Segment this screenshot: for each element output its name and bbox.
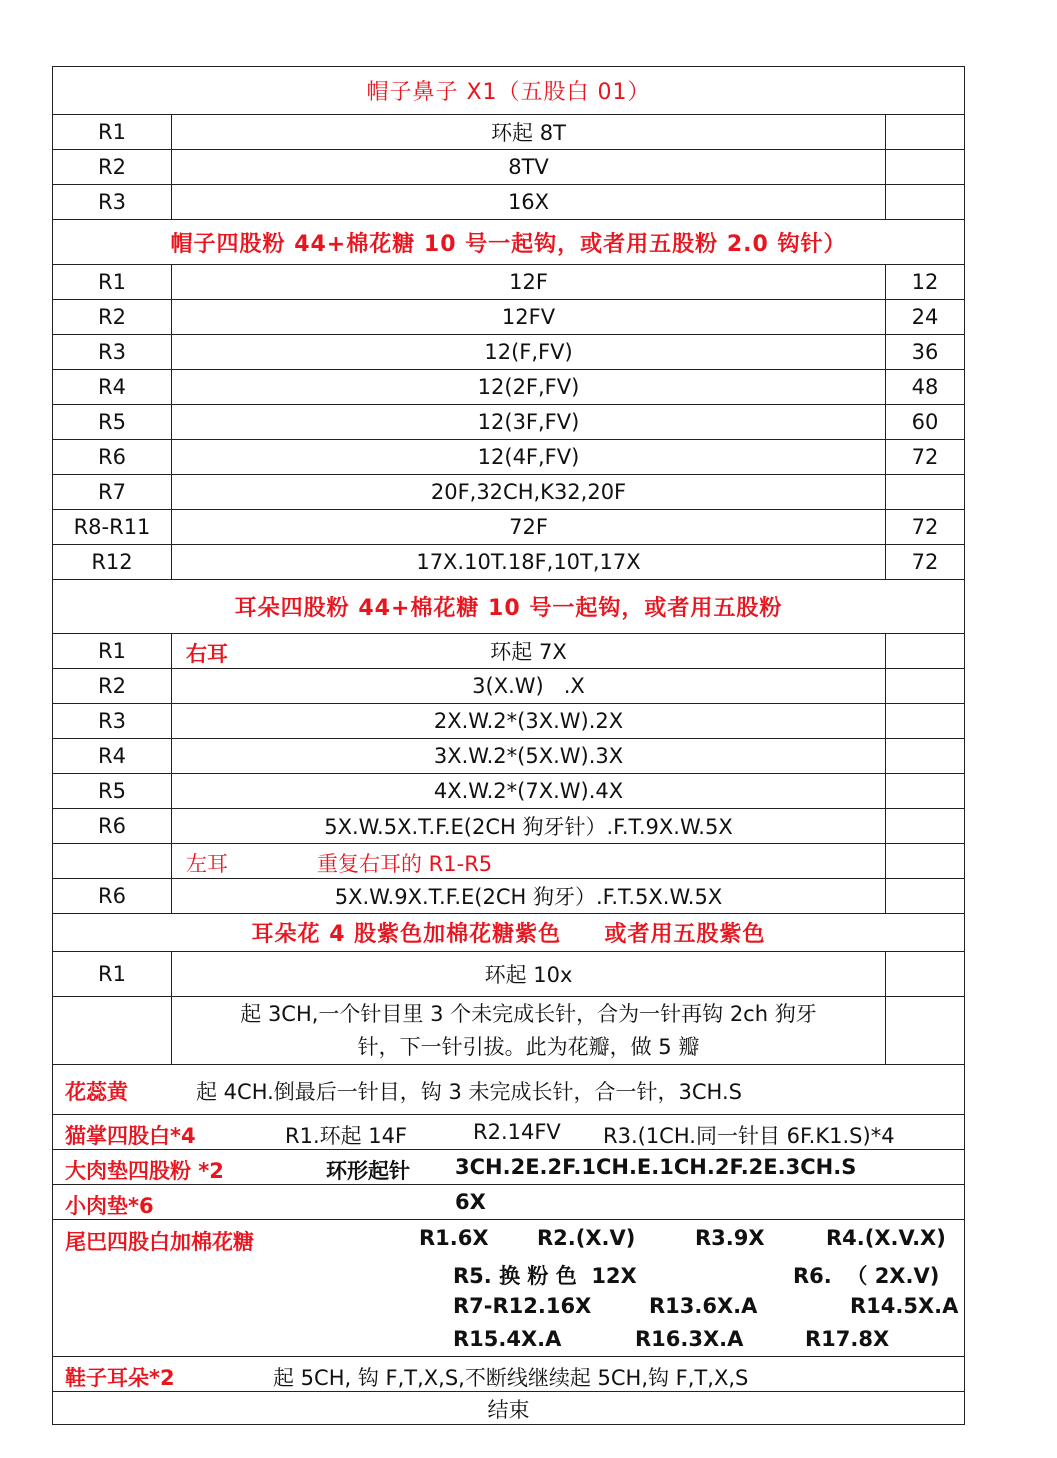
round-label: R2 [53,669,172,703]
table-row [53,544,964,579]
small-pad-text: 6X [455,1190,486,1214]
round-label: R3 [53,185,172,219]
round-label: R3 [53,335,172,369]
round-label: R1 [53,952,172,996]
pattern-text: 环起 8T [172,115,886,149]
table-row [53,808,964,843]
pattern-text [172,844,886,878]
left-ear-text: 重复右耳的 R1-R5 [317,852,493,876]
table-row [53,509,964,544]
stitch-count [886,185,964,219]
table-row [53,149,964,184]
paw-r3: R3.(1CH.同一针目 6F.K1.S)*4 [603,1124,895,1148]
pattern-text: 环起 7X [172,634,886,668]
big-pad-label: 大肉垫四股粉 *2 [65,1159,224,1183]
pattern-text: 2X.W.2*(3X.W).2X [172,704,886,738]
pattern-text: 12F [172,265,886,299]
table-row [53,738,964,773]
pattern-text: 20F,32CH,K32,20F [172,475,886,509]
stitch-count: 12 [911,270,939,294]
tail-r2: R2.(X.V) [537,1226,636,1250]
pattern-text: 12(3F,FV) [172,405,886,439]
stitch-count [886,879,964,913]
stitch-count: 72 [911,445,939,469]
round-label: R6 [53,809,172,843]
stitch-count: 24 [911,305,939,329]
stitch-count [886,150,964,184]
tail-r13: R13.6X.A [649,1294,758,1318]
table-row [53,843,964,878]
section-header-row [53,913,964,951]
stitch-count: 48 [911,375,939,399]
table-row [53,369,964,404]
table-row [53,773,964,808]
round-label: R2 [53,300,172,334]
page-title: 帽子鼻子 X1（五股白 01） [366,80,651,105]
tail-r6: R6. （ 2X.V) [793,1264,940,1288]
round-label: R6 [53,440,172,474]
round-label: R2 [53,150,172,184]
round-label [53,997,172,1064]
paw-row [53,1114,964,1149]
big-pad-text2: 3CH.2E.2F.1CH.E.1CH.2F.2E.3CH.S [455,1155,857,1179]
petal-line-2: 针，下一针引拔。此为花瓣，做 5 瓣 [357,1034,700,1059]
table-row [53,474,964,509]
tail-r16: R16.3X.A [635,1327,744,1351]
round-label: R1 [53,115,172,149]
small-pad-row [53,1184,964,1219]
tail-row [53,1219,964,1356]
tail-r17: R17.8X [805,1327,890,1351]
stitch-count [886,774,964,808]
stitch-count [886,115,964,149]
pattern-text: 8TV [172,150,886,184]
stitch-count [886,634,964,668]
table-row [53,633,964,668]
pattern-text: 3X.W.2*(5X.W).3X [172,739,886,773]
round-label: R12 [53,545,172,579]
section-header-row [53,219,964,264]
section-header-row [53,579,964,633]
round-label: R3 [53,704,172,738]
stitch-count [886,475,964,509]
tail-r14: R14.5X.A [850,1294,959,1318]
petal-line-1: 起 3CH,一个针目里 3 个未完成长针，合为一针再钩 2ch 狗牙 [240,1001,817,1026]
table-row [53,878,964,913]
table-row [53,184,964,219]
right-ear-label: 右耳 [186,642,228,666]
stitch-count [886,997,964,1064]
tail-r7: R7-R12.16X [453,1294,592,1318]
table-row [53,299,964,334]
round-label: R6 [53,879,172,913]
table-row [53,334,964,369]
tail-r3: R3.9X [695,1226,765,1250]
stamen-text: 起 4CH.倒最后一针目，钩 3 未完成长针，合一针，3CH.S [196,1080,742,1104]
pattern-table [52,66,965,1425]
title-row [53,67,964,114]
stamen-label: 花蕊黄 [65,1080,128,1104]
petal-instructions [172,997,886,1064]
paw-r2: R2.14FV [473,1120,561,1144]
hat-section-title: 帽子四股粉 44+棉花糖 10 号一起钩，或者用五股粉 2.0 钩针） [170,231,847,257]
tail-r1: R1.6X [419,1226,489,1250]
stitch-count [886,669,964,703]
round-label: R7 [53,475,172,509]
shoe-ears-text: 起 5CH, 钩 F,T,X,S,不断线继续起 5CH,钩 F,T,X,S [273,1366,749,1390]
shoe-ears-row [53,1356,964,1391]
round-label: R4 [53,370,172,404]
round-label: R1 [53,634,172,668]
stitch-count [886,739,964,773]
round-label [53,844,172,878]
paw-r1: R1.环起 14F [285,1124,408,1148]
paw-label: 猫掌四股白*4 [65,1124,196,1148]
table-row [53,439,964,474]
stitch-count [886,844,964,878]
pattern-text: 16X [172,185,886,219]
round-label: R4 [53,739,172,773]
big-pad-text1: 环形起针 [326,1159,410,1183]
stitch-count [886,952,964,996]
shoe-ears-label: 鞋子耳朵*2 [65,1366,175,1390]
table-row [53,703,964,738]
stitch-count [886,809,964,843]
pattern-text: 12(2F,FV) [172,370,886,404]
round-label: R1 [53,265,172,299]
stitch-count: 36 [911,340,939,364]
small-pad-label: 小肉垫*6 [65,1194,154,1218]
round-label: R8-R11 [53,510,172,544]
pattern-text: 17X.10T.18F,10T,17X [172,545,886,579]
ear-section-title: 耳朵四股粉 44+棉花糖 10 号一起钩，或者用五股粉 [234,596,783,621]
pattern-text: 72F [172,510,886,544]
tail-r15: R15.4X.A [453,1327,562,1351]
stamen-row [53,1064,964,1114]
end-row [53,1391,964,1426]
stitch-count [886,704,964,738]
pattern-text: 环起 10x [172,952,886,996]
tail-label: 尾巴四股白加棉花糖 [65,1230,254,1254]
end-text: 结束 [487,1398,530,1422]
pattern-text: 12FV [172,300,886,334]
stitch-count: 60 [911,410,939,434]
table-row [53,951,964,996]
big-pad-row [53,1149,964,1184]
stitch-count: 72 [911,515,939,539]
table-row [53,114,964,149]
table-row [53,264,964,299]
round-label: R5 [53,774,172,808]
table-row [53,668,964,703]
flower-section-title: 耳朵花 4 股紫色加棉花糖紫色 或者用五股紫色 [251,922,766,947]
pattern-text: 4X.W.2*(7X.W).4X [172,774,886,808]
stitch-count: 72 [911,550,939,574]
table-row [53,996,964,1064]
round-label: R5 [53,405,172,439]
left-ear-label: 左耳 [186,852,228,876]
pattern-text: 12(4F,FV) [172,440,886,474]
tail-r4: R4.(X.V.X) [826,1226,946,1250]
tail-r5: R5. 换 粉 色 12X [453,1264,637,1288]
pattern-text: 3(X.W) .X [172,669,886,703]
pattern-text: 12(F,FV) [172,335,886,369]
pattern-text: 5X.W.5X.T.F.E(2CH 狗牙针）.F.T.9X.W.5X [172,809,886,843]
table-row [53,404,964,439]
pattern-text: 5X.W.9X.T.F.E(2CH 狗牙）.F.T.5X.W.5X [172,879,886,913]
